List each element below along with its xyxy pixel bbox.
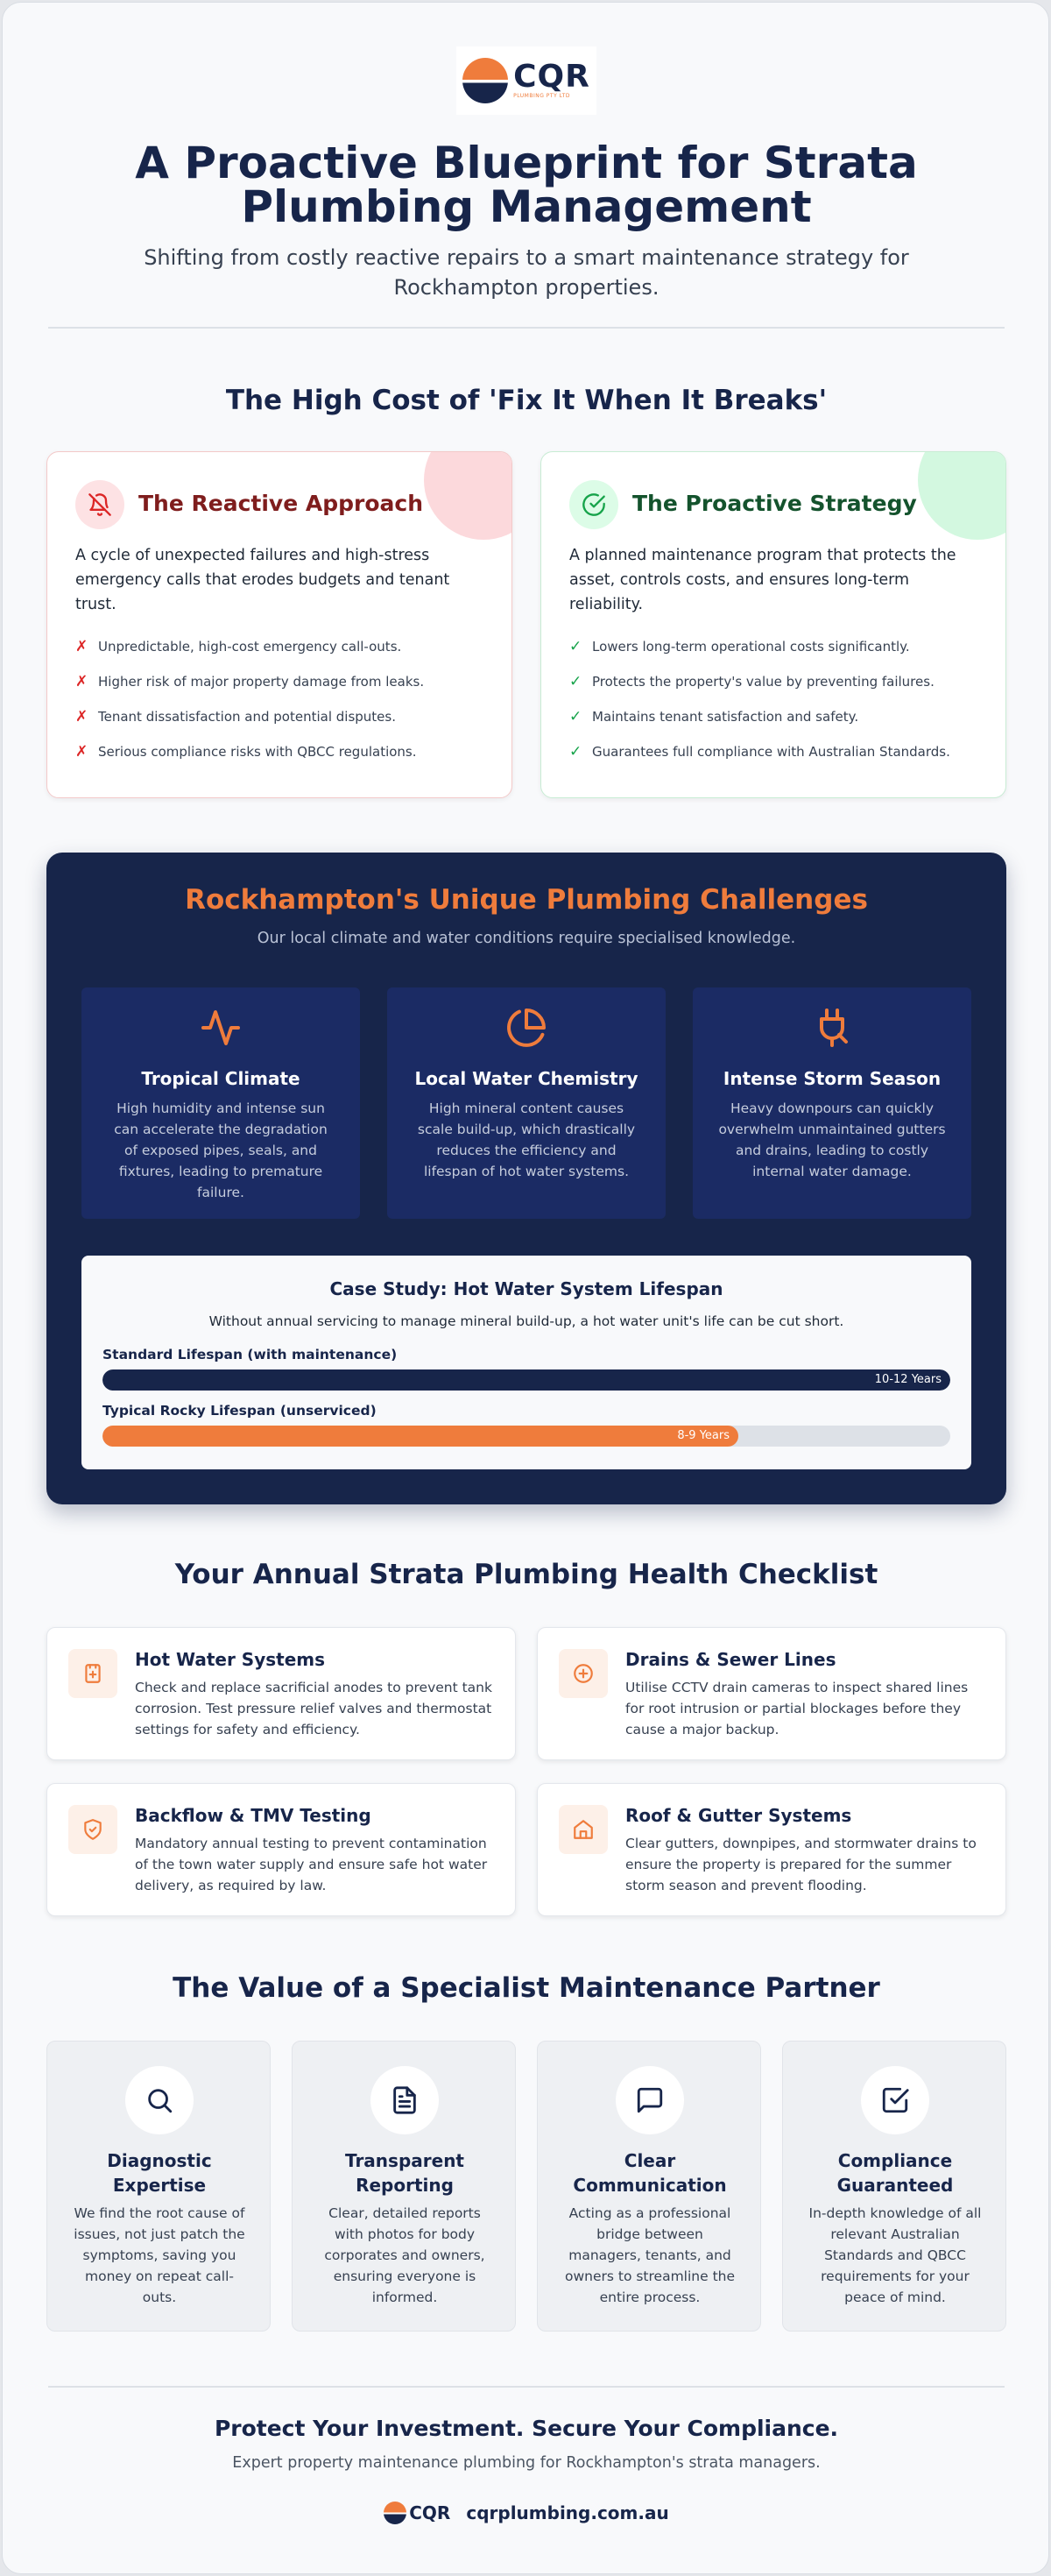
challenges-title: Rockhampton's Unique Plumbing Challenges bbox=[185, 884, 868, 916]
checklist-item bbox=[537, 1627, 1006, 1760]
list-item: ✓ Guarantees full compliance with Australian Standards. bbox=[569, 743, 950, 761]
reactive-description: A cycle of unexpected failures and high-stress emergency calls that erodes budgets and tenant trust. bbox=[75, 547, 450, 613]
value-card-title: Clear Communication bbox=[573, 2150, 727, 2196]
checklist-item bbox=[46, 1627, 516, 1760]
infographic-page bbox=[2, 2, 1049, 2574]
lifespan-bar-fill bbox=[102, 1426, 738, 1447]
value-card bbox=[782, 2041, 1006, 2332]
checklist-item-description: Clear gutters, downpipes, and stormwater drains to ensure the property is prepared for the summer storm season and prevent flooding. bbox=[625, 1836, 977, 1893]
website-link[interactable]: cqrplumbing.com.au bbox=[466, 2502, 669, 2523]
check-circle-icon bbox=[569, 480, 618, 529]
list-item: ✗ Unpredictable, high-cost emergency call-outs. bbox=[75, 638, 402, 655]
value-card bbox=[292, 2041, 516, 2332]
reactive-title: The Reactive Approach bbox=[138, 491, 424, 516]
value-card-description: Clear, detailed reports with photos for body corporates and owners, ensuring everyone is informed. bbox=[324, 2205, 485, 2305]
cross-icon: ✗ bbox=[75, 743, 88, 761]
list-item: ✓ Lowers long-term operational costs significantly. bbox=[569, 638, 910, 655]
challenge-tile-climate bbox=[81, 987, 360, 1219]
bar-value: 10-12 Years bbox=[874, 1373, 942, 1386]
challenges-subtitle: Our local climate and water conditions require specialised knowledge. bbox=[257, 930, 796, 947]
page-subtitle: Shifting from costly reactive repairs to a smart maintenance strategy for Rockhampton properties. bbox=[144, 245, 909, 300]
value-card-description: In-depth knowledge of all relevant Australian Standards and QBCC requirements for your peace of mind. bbox=[808, 2205, 982, 2305]
value-card-title: Compliance Guaranteed bbox=[836, 2150, 954, 2196]
list-item: ✗ Higher risk of major property damage from leaks. bbox=[75, 673, 425, 690]
case-study-panel bbox=[81, 1256, 971, 1469]
logo-tagline: PLUMBING PTY LTD bbox=[513, 93, 570, 99]
checklist-item bbox=[537, 1783, 1006, 1916]
proactive-strategy-card bbox=[540, 451, 1006, 798]
plug-icon bbox=[693, 1007, 971, 1049]
value-card-description: Acting as a professional bridge between managers, tenants, and owners to streamline the entire process. bbox=[564, 2205, 736, 2305]
checklist-title: Your Annual Strata Plumbing Health Checklist bbox=[174, 1559, 878, 1590]
checklist-item-title: Drains & Sewer Lines bbox=[625, 1649, 836, 1670]
footer-title: Protect Your Investment. Secure Your Compliance. bbox=[214, 2416, 839, 2441]
list-item: ✗ Tenant dissatisfaction and potential disputes. bbox=[75, 708, 396, 725]
message-icon bbox=[616, 2066, 684, 2134]
bar-label: Typical Rocky Lifespan (unserviced) bbox=[102, 1403, 377, 1419]
challenge-title: Tropical Climate bbox=[141, 1068, 300, 1089]
cost-section-title: The High Cost of 'Fix It When It Breaks' bbox=[225, 385, 828, 416]
checklist-item bbox=[46, 1783, 516, 1916]
logo-wordmark: CQR bbox=[409, 2502, 451, 2523]
reactive-approach-card bbox=[46, 451, 512, 798]
divider bbox=[48, 2386, 1005, 2388]
challenge-title: Local Water Chemistry bbox=[414, 1068, 638, 1089]
checklist-item-description: Check and replace sacrificial anodes to prevent tank corrosion. Test pressure relief valves and thermostat settings for safety and efficiency. bbox=[135, 1680, 492, 1737]
checkmark-icon: ✓ bbox=[569, 708, 582, 725]
value-card-title: Diagnostic Expertise bbox=[107, 2150, 212, 2196]
value-card bbox=[537, 2041, 761, 2332]
challenge-description: Heavy downpours can quickly overwhelm unmaintained gutters and drains, leading to costly internal water damage. bbox=[718, 1100, 946, 1179]
footer-logo bbox=[384, 2502, 450, 2524]
card-corner-decoration bbox=[918, 451, 1006, 540]
footer-brand bbox=[3, 2502, 1049, 2524]
case-study-title: Case Study: Hot Water System Lifespan bbox=[329, 1278, 723, 1299]
footer-subtitle: Expert property maintenance plumbing for Rockhampton's strata managers. bbox=[232, 2454, 821, 2472]
checklist-item-description: Mandatory annual testing to prevent contamination of the town water supply and ensure safe hot water delivery, as required by law. bbox=[135, 1836, 488, 1893]
value-card-title: Transparent Reporting bbox=[345, 2150, 464, 2196]
water-heater-icon bbox=[68, 1649, 117, 1698]
shield-check-icon bbox=[68, 1805, 117, 1854]
bar-label: Standard Lifespan (with maintenance) bbox=[102, 1347, 398, 1362]
reactive-risks-list bbox=[75, 638, 496, 778]
checkmark-icon: ✓ bbox=[569, 638, 582, 655]
checkmark-icon: ✓ bbox=[569, 743, 582, 761]
challenge-title: Intense Storm Season bbox=[723, 1068, 942, 1089]
challenge-description: High mineral content causes scale build-up, which drastically reduces the efficiency and lifespan of hot water systems. bbox=[417, 1100, 636, 1179]
proactive-benefits-list bbox=[569, 638, 990, 778]
list-item: ✓ Maintains tenant satisfaction and safety. bbox=[569, 708, 859, 725]
page-title: A Proactive Blueprint for Strata Plumbing Management bbox=[135, 138, 918, 232]
logo-mark-icon bbox=[462, 58, 508, 103]
house-icon bbox=[559, 1805, 608, 1854]
bar-value: 8-9 Years bbox=[677, 1429, 730, 1442]
card-corner-decoration bbox=[424, 451, 512, 540]
bell-off-icon bbox=[75, 480, 124, 529]
activity-icon bbox=[81, 1007, 360, 1049]
pie-chart-icon bbox=[387, 1007, 666, 1049]
cross-icon: ✗ bbox=[75, 638, 88, 655]
brand-logo bbox=[456, 46, 596, 115]
cross-icon: ✗ bbox=[75, 708, 88, 725]
challenge-tile-storm bbox=[693, 987, 971, 1219]
list-item: ✗ Serious compliance risks with QBCC regulations. bbox=[75, 743, 417, 761]
checkbox-icon bbox=[861, 2066, 929, 2134]
drain-icon bbox=[559, 1649, 608, 1698]
challenges-panel bbox=[46, 853, 1006, 1504]
lifespan-bar-fill bbox=[102, 1369, 950, 1391]
logo-wordmark: CQR bbox=[513, 59, 590, 95]
case-study-subtitle: Without annual servicing to manage mineral build-up, a hot water unit's life can be cut short. bbox=[208, 1313, 844, 1329]
cross-icon: ✗ bbox=[75, 673, 88, 690]
checklist-item-title: Backflow & TMV Testing bbox=[135, 1805, 371, 1826]
search-icon bbox=[125, 2066, 194, 2134]
challenge-description: High humidity and intense sun can accelerate the degradation of exposed pipes, seals, and fixtures, leading to premature failure. bbox=[114, 1100, 328, 1200]
value-card-description: We find the root cause of issues, not just patch the symptoms, saving you money on repeat call-outs. bbox=[74, 2205, 245, 2305]
divider bbox=[48, 327, 1005, 329]
lifespan-bar-track bbox=[102, 1426, 950, 1447]
challenge-tile-water bbox=[387, 987, 666, 1219]
list-item: ✓ Protects the property's value by preventing failures. bbox=[569, 673, 935, 690]
value-section-title: The Value of a Specialist Maintenance Partner bbox=[173, 1972, 880, 2004]
value-card bbox=[46, 2041, 271, 2332]
logo-mark-icon bbox=[384, 2502, 406, 2524]
proactive-title: The Proactive Strategy bbox=[632, 491, 917, 516]
proactive-description: A planned maintenance program that protects the asset, controls costs, and ensures long-term reliability. bbox=[569, 547, 956, 613]
checklist-item-title: Hot Water Systems bbox=[135, 1649, 326, 1670]
checkmark-icon: ✓ bbox=[569, 673, 582, 690]
checklist-item-description: Utilise CCTV drain cameras to inspect shared lines for root intrusion or partial blockages before they cause a major backup. bbox=[625, 1680, 969, 1737]
document-icon bbox=[370, 2066, 439, 2134]
lifespan-bar-track bbox=[102, 1369, 950, 1391]
checklist-item-title: Roof & Gutter Systems bbox=[625, 1805, 852, 1826]
